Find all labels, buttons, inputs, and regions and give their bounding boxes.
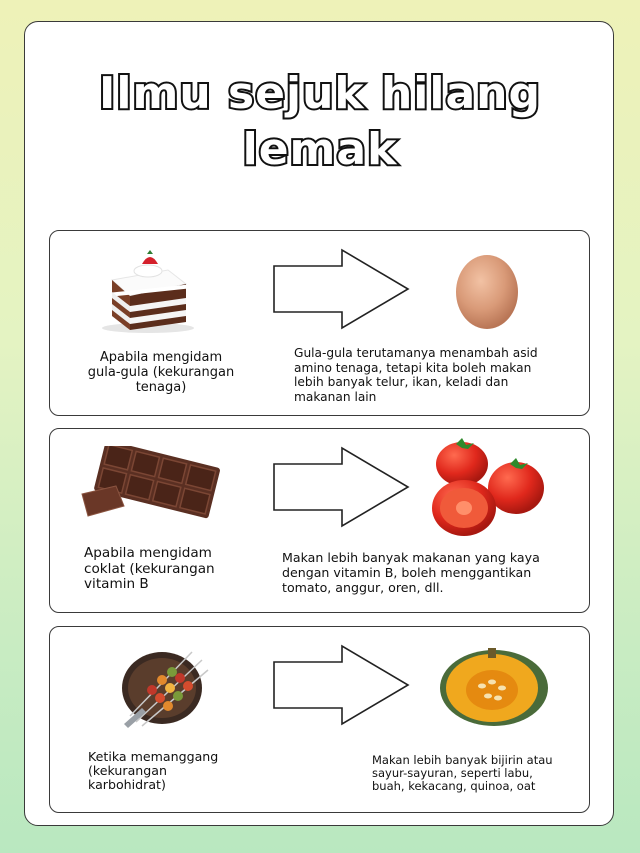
tomato-icon — [428, 436, 548, 540]
cake-icon — [98, 244, 198, 336]
title-line-1: Ilmu sejuk hilang — [99, 68, 541, 119]
advice-text: Gula-gula terutamanya menambah asid amino tenaga, tetapi kita boleh makan lebih banyak telur, ikan, keladi dan makanan lain — [294, 346, 538, 404]
advice-text: Makan lebih banyak makanan yang kaya dengan vitamin B, boleh menggantikan tomato, anggur, oren, dll. — [282, 550, 540, 595]
pumpkin-icon — [438, 646, 550, 728]
arrow-icon — [272, 248, 412, 330]
condition-text: Ketika memanggang (kekurangan karbohidrat) — [88, 749, 219, 792]
arrow-icon — [272, 446, 412, 528]
condition-text: Apabila mengidam coklat (kekurangan vitamin B — [84, 545, 215, 592]
title-line-2: lemak — [242, 124, 398, 175]
chocolate-icon — [76, 446, 242, 530]
grill-skewers-icon — [112, 638, 216, 738]
egg-icon — [452, 246, 522, 332]
arrow-icon — [272, 644, 412, 726]
page-title — [0, 66, 640, 178]
condition-text: Apabila mengidam gula-gula (kekurangan tenaga) — [87, 350, 235, 395]
advice-text: Makan lebih banyak bijirin atau sayur-sayuran, seperti labu, buah, kekacang, quinoa, oat — [372, 753, 553, 793]
